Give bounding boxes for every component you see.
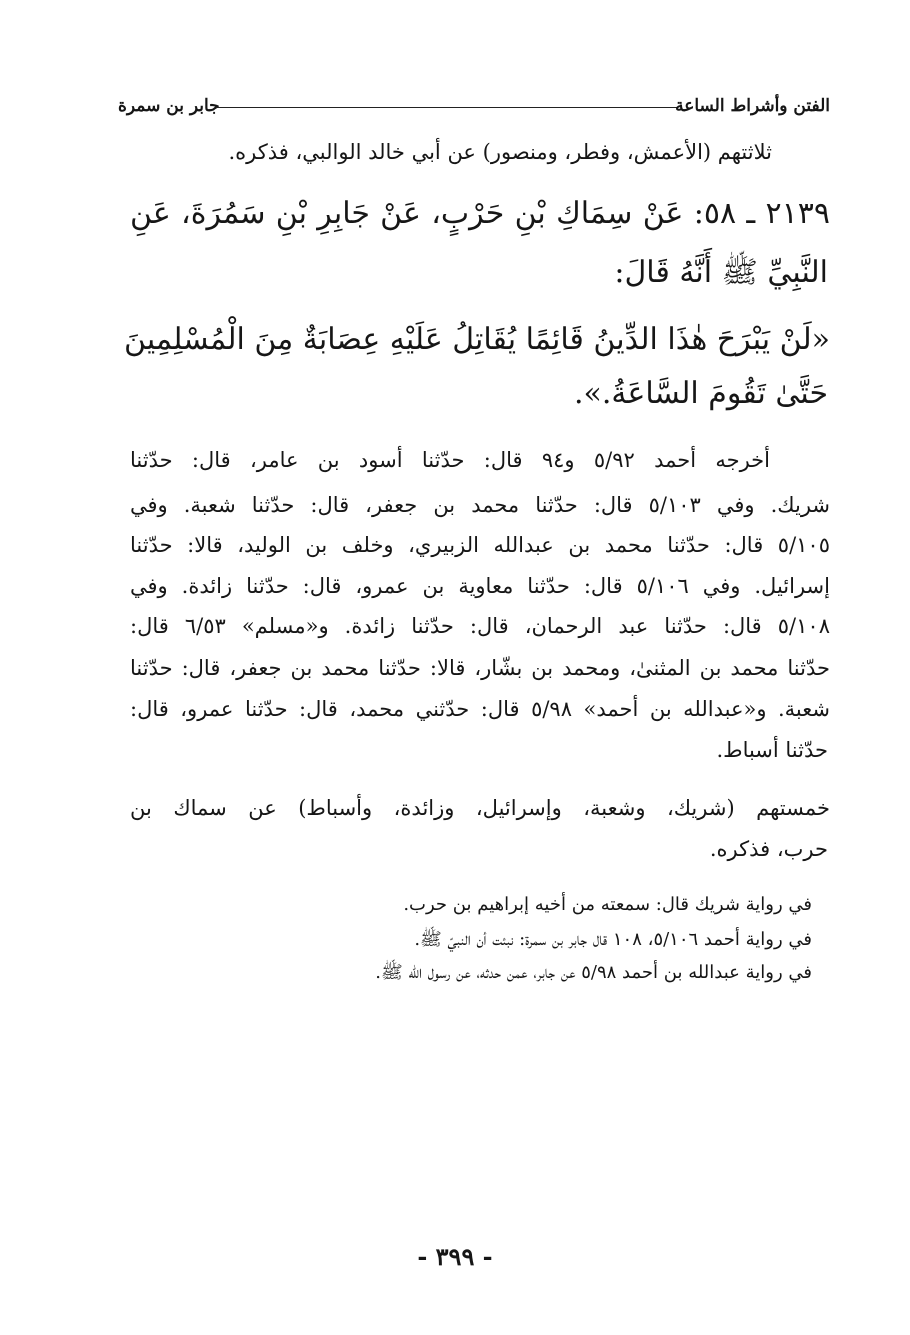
- takhrij-line: شريك. وفي ٥/١٠٣ قال: حدّثنا محمد بن جعفر، قال: حدّثنا شعبة. وفي: [130, 493, 831, 517]
- takhrij-line: ٥/١٠٨ قال: حدّثنا عبد الرحمان، قال: حدّثنا زائدة. و«مسلم» ٦/٥٣ قال:: [130, 614, 830, 638]
- takhrij-line: إسرائيل. وفي ٥/١٠٦ قال: حدّثنا معاوية بن عمرو، قال: حدّثنا زائدة. وفي: [130, 574, 830, 598]
- footnote: في رواية شريك قال: سمعته من أخيه إبراهيم بن حرب.: [403, 894, 812, 915]
- header-rule: [216, 107, 678, 108]
- summary-line: حرب، فذكره.: [709, 837, 828, 861]
- running-header: [118, 96, 830, 118]
- takhrij-line: ٥/١٠٥ قال: حدّثنا محمد بن عبدالله الزبيري، وخلف بن الوليد، قالا: حدّثنا: [130, 533, 830, 557]
- takhrij-line: شعبة. و«عبدالله بن أحمد» ٥/٩٨ قال: حدّثني محمد، قال: حدّثنا عمرو، قال:: [130, 697, 830, 721]
- continuation-line: ثلاثتهم (الأعمش، وفطر، ومنصور) عن أبي خالد الوالبي، فذكره.: [228, 140, 772, 164]
- summary-line: خمستهم (شريك، وشعبة، وإسرائيل، وزائدة، وأسباط) عن سماك بن: [130, 796, 830, 820]
- page-number: - ٣٩٩ -: [417, 1242, 493, 1271]
- footnote: في رواية أحمد ٥/١٠٦، ١٠٨ قال جابر بن سمرة: نبئت أن النبيّ ﷺ.: [414, 929, 812, 950]
- chapter-title: جابر بن سمرة: [118, 96, 220, 116]
- footnote: في رواية عبدالله بن أحمد ٥/٩٨ عن جابر، عمن حدثه، عن رسول الله ﷺ.: [375, 962, 812, 983]
- takhrij-line: حدّثنا محمد بن المثنىٰ، ومحمد بن بشّار، قالا: حدّثنا محمد بن جعفر، قال: حدّثنا: [130, 656, 830, 680]
- takhrij-line: أخرجه أحمد ٥/٩٢ و٩٤ قال: حدّثنا أسود بن عامر، قال: حدّثنا: [130, 448, 770, 472]
- hadith-matn-line-2: حَتَّىٰ تَقُومَ السَّاعَةُ.».: [573, 376, 828, 411]
- hadith-isnad-line-2: النَّبِيِّ ﷺ أَنَّهُ قَالَ:: [614, 255, 828, 290]
- takhrij-line: حدّثنا أسباط.: [716, 738, 828, 762]
- hadith-matn-line-1: «لَنْ يَبْرَحَ هٰذَا الدِّينُ قَائِمًا يُقَاتِلُ عَلَيْهِ عِصَابَةٌ مِنَ الْمُسْلِمِينَ: [124, 322, 830, 357]
- book-title: الفتن وأشراط الساعة: [675, 96, 830, 116]
- hadith-isnad-line-1: ٢١٣٩ ـ ٥٨: عَنْ سِمَاكِ بْنِ حَرْبٍ، عَنْ جَابِرِ بْنِ سَمُرَةَ، عَنِ: [130, 196, 830, 231]
